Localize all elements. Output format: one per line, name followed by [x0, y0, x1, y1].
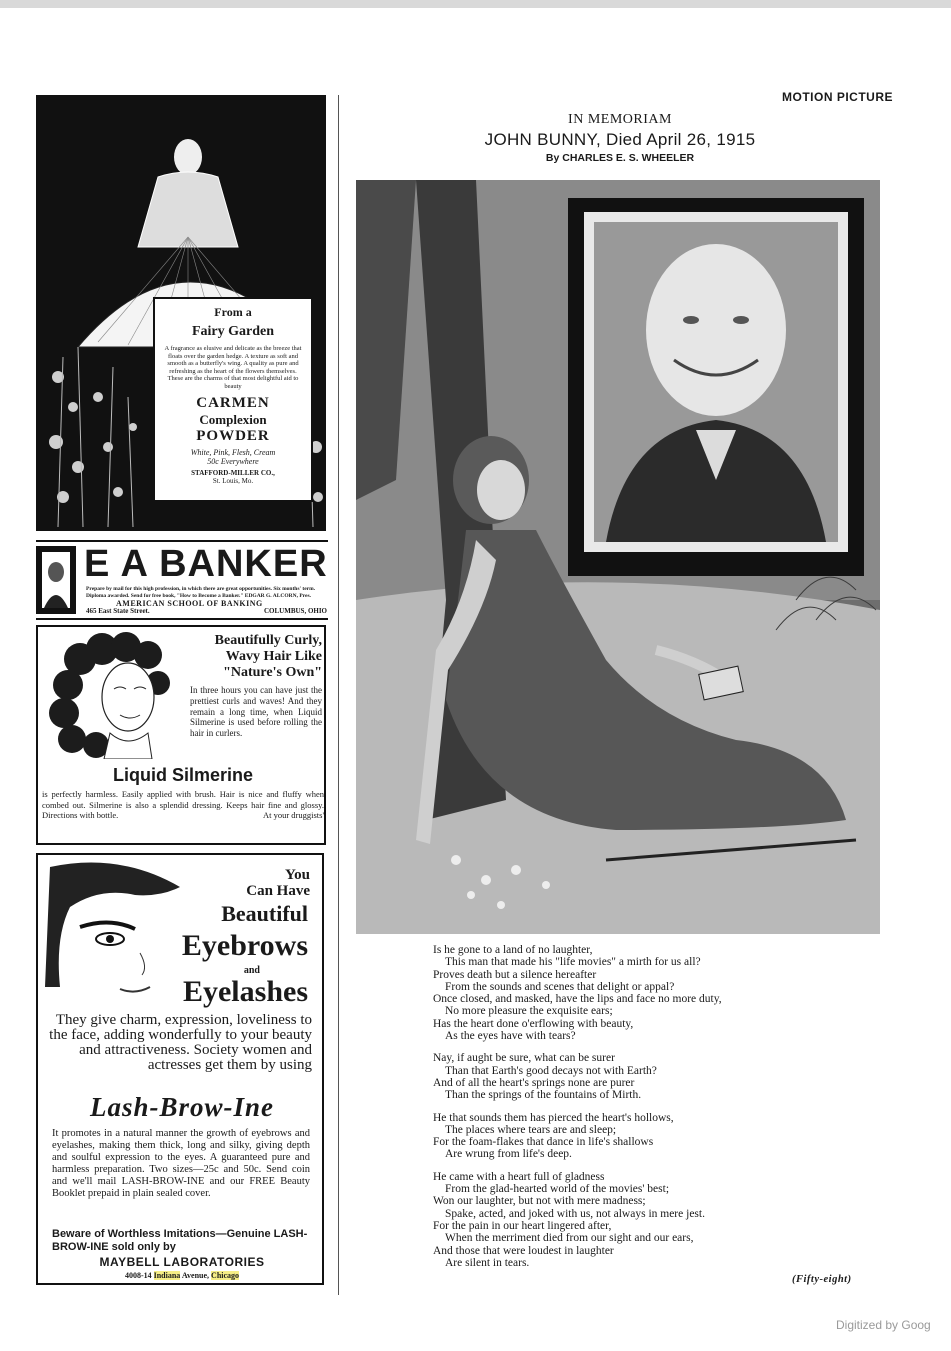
poem-line: Are silent in tears. [445, 1256, 530, 1269]
ad-lashbrow-addr-num: 4008-14 [124, 1271, 152, 1280]
poem-line: He that sounds them has pierced the heart's hollows, [433, 1111, 674, 1124]
poem-line: From the glad-hearted world of the movies' best; [445, 1183, 670, 1196]
ad-carmen-powder-word: POWDER [196, 427, 270, 444]
ad-carmen-maker: STAFFORD-MILLER CO., [191, 468, 275, 477]
article-kicker: IN MEMORIAM [568, 112, 672, 127]
ad-lash-brow-ine [36, 853, 324, 1285]
ad-lashbrow-pitch: They give charm, expression, loveliness to the face, adding wonderfully to your beauty and attractiveness. Society women and actresses get them by using [49, 1012, 312, 1073]
ad-carmen-brand: CARMEN [196, 394, 270, 411]
curly-hair-portrait-illustration [40, 629, 188, 759]
poem-line: He came with a heart full of gladness [433, 1170, 605, 1183]
poem-line: As the eyes have with tears? [445, 1030, 576, 1043]
article-byline: By CHARLES E. S. WHEELER [545, 152, 695, 164]
ad-lashbrow-addr-city: Chicago [211, 1271, 240, 1280]
poem-line: Has the heart done o'erflowing with beauty, [433, 1017, 634, 1030]
ad-lashbrow-brand-logo: Lash-Brow-Ine [89, 1092, 275, 1122]
banker-portrait-letter-b [36, 546, 76, 614]
ad-lashbrow-body: It promotes in a natural manner the growth of eyebrows and eyelashes, making them thick, long and silky, giving depth and soulful expression to the eyes. A guaranteed pure and harmless preparation. Two sizes—25c and 50c. Send coin and we'll mail LASH-BROW-INE and our FREE Beauty Booklet prepaid in plain sealed cover. [52, 1128, 310, 1199]
ad-silmerine-druggists: At your druggists' [262, 810, 324, 820]
memorial-illustration [356, 180, 880, 934]
ad-lashbrow-addr-avenue: Avenue, [181, 1271, 210, 1280]
ad-lashbrow-eyelashes: Eyelashes [182, 975, 308, 1008]
poem-line: Is he gone to a land of no laughter, [433, 944, 593, 956]
ad-lashbrow-address [38, 1271, 326, 1280]
ad-carmen-complexion: Complexion [199, 411, 267, 427]
ad-silmerine-product: Liquid Silmerine [112, 765, 254, 785]
poem-line: When the merriment died from our sight and our ears, [445, 1232, 694, 1245]
digitized-by-watermark: Digitized by Goog [836, 1318, 931, 1332]
ad-lashbrow-addr-street: Indiana [153, 1271, 181, 1280]
poem-line: Spake, acted, and joked with us, not always in mere jest. [445, 1207, 705, 1220]
ad-carmen-fairy-garden: Fairy Garden [191, 324, 275, 339]
poem-line: For the foam-flakes that dance in life's shallows [433, 1136, 654, 1149]
ad-lashbrow-eyebrows: Eyebrows [181, 929, 308, 962]
poem-line: Nay, if aught be sure, what can be surer [433, 1052, 615, 1065]
woman-face-eyelashes-illustration [40, 857, 190, 1007]
poem-stanza [433, 1171, 833, 1269]
ad-silmerine-body-text: is perfectly harmless. Easily applied with brush. Hair is nice and fluffy when combed out. Silmerine is also a splendid dressing. Keeps hair fine and glossy. Directions with bottle. [42, 789, 324, 820]
poem-line: Are wrung from life's deep. [445, 1148, 572, 1161]
ad-lashbrow-you-word: You [284, 867, 310, 883]
ad-banker-school: AMERICAN SCHOOL OF BANKING [116, 599, 263, 608]
ad-lashbrow-beware: Beware of Worthless Imitations—Genuine LASH-BROW-INE sold only by [52, 1228, 308, 1253]
ad-banker-body: Prepare by mail for this high profession, in which there are great opportunities. Six months' term. Diploma awarded. Send for free book, "How to Become a Banker." EDGAR G. ALCORN, Pres. [86, 586, 316, 599]
poem-line: From the sounds and scenes that delight or appal? [445, 980, 675, 993]
poem-stanza [433, 944, 833, 1042]
ad-liquid-silmerine [36, 625, 326, 845]
ad-carmen-shades: White, Pink, Flesh, Cream [190, 447, 276, 457]
ad-banker-city: COLUMBUS, OHIO [264, 607, 328, 615]
memorial-poem [433, 944, 833, 1279]
ad-banker-title: E A BANKER [84, 543, 328, 585]
ad-be-a-banker [36, 540, 328, 620]
column-rule [338, 95, 339, 1295]
ad-lashbrow-you [246, 867, 310, 899]
poem-line: Than the springs of the fountains of Mirth. [445, 1089, 642, 1102]
poem-line: Than that Earth's good decays not with Earth? [445, 1064, 657, 1077]
ad-carmen-body: A fragrance as elusive and delicate as the breeze that floats over the garden hedge. A texture as soft and smooth as a butterfly's wing. A quality as pure and refreshing as the heart of the flowers themselves. These are the charms of that most delightful aid to beauty [164, 345, 302, 390]
ad-carmen-maker-city: St. Louis, Mo. [212, 476, 254, 485]
poem-line: For the pain in our heart lingered after, [433, 1219, 612, 1232]
ad-carmen-powder [36, 95, 326, 531]
poem-line: Once closed, and masked, have the lips and face no more duty, [433, 993, 722, 1006]
poem-line: Proves death but a silence hereafter [433, 968, 597, 981]
poem-line: And of all the heart's springs none are purer [433, 1076, 635, 1089]
top-edge [0, 0, 951, 8]
ad-silmerine-body-top: In three hours you can have just the prettiest curls and waves! And they remain a long time, when Liquid Silmerine is used before rolling the hair in curlers. [190, 685, 322, 739]
ad-lashbrow-can-have: Can Have [246, 883, 310, 899]
ad-lashbrow-beautiful: Beautiful [221, 901, 308, 926]
ad-lashbrow-and: and [243, 965, 260, 976]
poem-line: The places where tears are and sleep; [445, 1123, 617, 1136]
poem-stanza [433, 1052, 833, 1101]
ad-lashbrow-labs: MAYBELL LABORATORIES [99, 1255, 265, 1269]
ad-carmen-price: 50c Everywhere [207, 456, 259, 466]
ad-silmerine-body-bottom [42, 789, 324, 821]
article-title: JOHN BUNNY, Died April 26, 1915 [484, 130, 756, 149]
ad-carmen-from: From a [214, 305, 252, 319]
poem-line: No more pleasure the exquisite ears; [445, 1005, 613, 1018]
poem-line: This man that made his "life movies" a mirth for us all? [445, 956, 701, 969]
carmen-copy-box [153, 297, 313, 502]
poem-line: And those that were loudest in laughter [433, 1244, 614, 1257]
poem-line: Won our laughter, but not with mere madness; [433, 1195, 646, 1208]
ad-silmerine-headline: Beautifully Curly, Wavy Hair Like "Nature's Own" [214, 633, 322, 680]
running-title: MOTION PICTURE [782, 90, 893, 104]
ad-banker-address: 465 East State Street. [86, 607, 150, 615]
poem-stanza [433, 1112, 833, 1161]
page-number: (Fifty-eight) [792, 1274, 852, 1285]
